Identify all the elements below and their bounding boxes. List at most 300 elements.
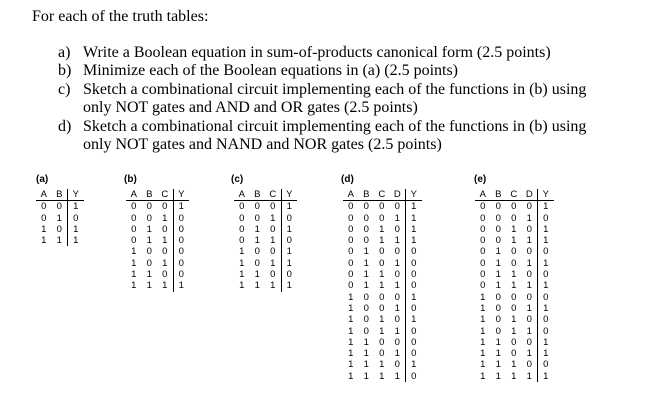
table-cell: 0 [348,280,354,292]
table-cell: 1 [131,257,137,269]
table-b-header-y: Y [173,189,189,201]
table-cell: 0 [363,223,369,235]
table-cell: 0 [281,269,297,280]
table-cell: 0 [379,257,385,269]
table-cell: 1 [538,371,554,382]
table-cell: 0 [379,348,385,360]
table-cell: 0 [394,336,400,348]
table-cell: 0 [68,213,84,224]
table-cell: 0 [526,269,532,281]
table-cell: 1 [495,269,501,281]
table-cell: 1 [538,280,554,291]
table-cell: 1 [162,235,168,247]
table-cell: 1 [394,235,400,247]
table-cell: 0 [348,269,354,281]
table-cell: 1 [538,201,554,213]
table-row [475,246,554,257]
table-row [126,201,189,213]
table-cell: 1 [348,359,354,371]
table-row [475,326,554,337]
table-cell: 1 [363,269,369,281]
table-cell: 1 [538,258,554,269]
table-cell: 1 [511,223,517,235]
table-cell: 1 [526,370,532,382]
table-cell: 0 [131,201,137,213]
table-cell: 0 [379,212,385,224]
table-row [343,280,422,291]
table-cell: 0 [406,337,422,348]
table-cell: 1 [348,291,354,303]
truth-table-c [234,189,297,292]
table-cell: 1 [131,280,137,292]
table-cell: 1 [379,269,385,281]
table-cell: 1 [348,314,354,326]
table-cell: 0 [526,336,532,348]
table-cell: 1 [270,280,276,292]
table-cell: 1 [254,280,260,292]
table-cell: 1 [480,348,486,360]
table-e-header-y: Y [538,189,554,201]
table-cell: 0 [348,201,354,213]
table-cell: 1 [281,224,297,235]
table-d-header-y: Y [406,189,422,201]
table-cell: 1 [394,325,400,337]
table-cell: 1 [363,359,369,371]
table-cell: 0 [406,258,422,269]
table-cell: 0 [511,302,517,314]
table-cell: 1 [239,257,245,269]
table-cell: 0 [363,212,369,224]
table-e-header-row [475,189,554,201]
table-cell: 1 [270,257,276,269]
table-cell: 0 [511,348,517,360]
truth-table-b [126,189,189,292]
table-cell: 1 [379,359,385,371]
table-cell: 1 [538,224,554,235]
table-cell: 1 [363,280,369,292]
table-row [475,314,554,325]
table-cell: 1 [511,269,517,281]
table-row [126,280,189,291]
table-row [475,201,554,213]
table-cell: 1 [394,257,400,269]
table-cell: 1 [239,280,245,292]
table-cell: 0 [379,302,385,314]
table-cell: 1 [394,370,400,382]
table-cell: 0 [511,201,517,213]
table-cell: 0 [239,212,245,224]
table-row [343,224,422,235]
table-cell: 0 [363,235,369,247]
table-row [475,348,554,359]
table-cell: 1 [526,212,532,224]
table-cell: 0 [146,201,152,213]
table-cell: 1 [146,223,152,235]
table-cell: 1 [363,336,369,348]
table-row [343,337,422,348]
table-cell: 0 [162,223,168,235]
task-d-line-1: Sketch a combinational circuit implementing each of the functions in (b) using [83,118,587,135]
table-row [343,235,422,246]
table-c-header-b: B [250,189,266,201]
table-e-header-b: B [491,189,507,201]
table-cell: 0 [56,201,62,213]
table-cell: 0 [146,246,152,258]
table-cell: 1 [254,235,260,247]
task-c-line-2: only NOT gates and AND and OR gates (2.5 points) [83,99,418,116]
table-row [126,246,189,257]
table-cell: 0 [526,291,532,303]
table-e-label: (e) [474,174,487,185]
table-cell: 0 [348,235,354,247]
table-cell: 1 [131,269,137,281]
table-cell: 1 [406,235,422,246]
table-cell: 0 [348,246,354,258]
table-cell: 1 [526,257,532,269]
table-cell: 0 [526,246,532,258]
table-cell: 0 [538,314,554,325]
table-cell: 1 [254,223,260,235]
table-cell: 1 [526,280,532,292]
table-cell: 1 [281,246,297,257]
table-cell: 0 [480,280,486,292]
table-cell: 0 [394,291,400,303]
table-cell: 0 [495,325,501,337]
task-d-line-2: only NOT gates and NAND and NOR gates (2.5 points) [83,136,442,153]
table-cell: 1 [348,370,354,382]
table-row [126,224,189,235]
table-cell: 1 [270,212,276,224]
table-cell: 1 [131,246,137,258]
table-cell: 0 [363,302,369,314]
table-row [343,258,422,269]
table-cell: 0 [281,235,297,246]
table-c-header-c: C [265,189,281,201]
table-cell: 0 [173,258,189,269]
table-cell: 1 [480,302,486,314]
table-e-header-c: C [506,189,522,201]
table-cell: 0 [131,223,137,235]
table-cell: 0 [526,314,532,326]
table-b-header-row [126,189,189,201]
table-cell: 1 [526,302,532,314]
table-cell: 0 [173,246,189,257]
table-row [234,213,297,224]
table-cell: 1 [239,269,245,281]
table-cell: 1 [41,223,47,235]
task-a-line-1: Write a Boolean equation in sum-of-products canonical form (2.5 points) [83,44,551,61]
table-cell: 0 [56,223,62,235]
table-cell: 1 [538,337,554,348]
table-cell: 0 [281,213,297,224]
table-a-header-row [36,189,84,201]
table-b-header-a: A [126,189,142,201]
table-cell: 1 [348,348,354,360]
table-row [343,269,422,280]
table-cell: 0 [254,212,260,224]
table-cell: 0 [348,257,354,269]
table-cell: 1 [495,359,501,371]
table-cell: 0 [511,257,517,269]
table-row [234,224,297,235]
table-b-header-c: C [157,189,173,201]
table-cell: 1 [495,246,501,258]
table-cell: 1 [363,370,369,382]
table-c-header-row [234,189,297,201]
table-row [36,224,84,235]
table-cell: 1 [146,269,152,281]
table-cell: 1 [495,336,501,348]
table-cell: 0 [480,212,486,224]
table-row [234,201,297,213]
table-cell: 0 [495,201,501,213]
table-cell: 0 [480,246,486,258]
truth-table-e [475,189,554,382]
table-row [475,371,554,382]
table-cell: 1 [538,348,554,359]
table-cell: 0 [146,212,152,224]
table-cell: 0 [394,223,400,235]
table-cell: 1 [511,325,517,337]
table-cell: 0 [162,201,168,213]
table-a-label: (a) [36,174,49,185]
table-row [36,235,84,246]
table-cell: 0 [538,246,554,257]
table-cell: 0 [270,201,276,213]
table-cell: 0 [538,326,554,337]
table-cell: 0 [162,246,168,258]
table-cell: 0 [480,257,486,269]
table-e-header-d: D [522,189,538,201]
table-cell: 0 [162,269,168,281]
table-row [475,303,554,314]
task-c-label: c) [58,81,71,98]
table-cell: 1 [348,336,354,348]
truth-table-d [343,189,422,382]
table-row [475,359,554,370]
table-cell: 0 [495,302,501,314]
table-row [234,280,297,291]
table-cell: 0 [406,280,422,291]
table-cell: 0 [363,325,369,337]
table-cell: 0 [254,201,260,213]
table-row [234,258,297,269]
table-cell: 0 [511,246,517,258]
table-row [343,201,422,213]
table-cell: 1 [270,235,276,247]
table-cell: 1 [495,257,501,269]
table-cell: 1 [56,235,62,247]
table-cell: 0 [131,212,137,224]
table-cell: 0 [538,292,554,303]
table-cell: 0 [173,213,189,224]
table-cell: 0 [495,223,501,235]
table-cell: 1 [173,280,189,291]
table-cell: 0 [480,223,486,235]
table-row [475,213,554,224]
table-cell: 0 [239,201,245,213]
table-cell: 0 [406,326,422,337]
table-cell: 1 [480,291,486,303]
table-row [475,280,554,291]
table-row [234,235,297,246]
table-cell: 1 [363,246,369,258]
table-cell: 0 [406,371,422,382]
table-cell: 0 [526,201,532,213]
table-cell: 0 [495,314,501,326]
table-a-header-b: B [52,189,68,201]
table-cell: 1 [162,280,168,292]
table-cell: 0 [394,359,400,371]
table-cell: 0 [511,212,517,224]
table-cell: 0 [495,235,501,247]
table-cell: 1 [495,280,501,292]
table-cell: 0 [495,212,501,224]
table-cell: 1 [495,348,501,360]
table-cell: 0 [538,359,554,370]
table-d-header-row [343,189,422,201]
table-cell: 1 [538,303,554,314]
table-cell: 0 [270,223,276,235]
task-b-line-1: Minimize each of the Boolean equations in (a) (2.5 points) [83,62,459,79]
table-cell: 1 [406,314,422,325]
table-cell: 1 [526,235,532,247]
table-cell: 0 [131,235,137,247]
table-cell: 1 [406,213,422,224]
table-cell: 0 [363,314,369,326]
table-cell: 0 [394,314,400,326]
table-cell: 1 [348,325,354,337]
table-cell: 1 [406,224,422,235]
table-cell: 1 [406,359,422,370]
table-row [343,292,422,303]
table-cell: 1 [254,269,260,281]
table-cell: 0 [379,246,385,258]
table-cell: 0 [406,348,422,359]
table-cell: 1 [480,325,486,337]
table-cell: 1 [348,302,354,314]
table-cell: 0 [146,257,152,269]
table-cell: 1 [68,235,84,246]
table-row [126,235,189,246]
table-row [343,371,422,382]
table-cell: 0 [406,246,422,257]
table-row [475,224,554,235]
intro-text: For each of the truth tables: [32,8,209,25]
table-cell: 0 [538,213,554,224]
table-row [475,292,554,303]
table-cell: 1 [394,280,400,292]
table-cell: 1 [480,336,486,348]
table-cell: 0 [363,291,369,303]
table-cell: 0 [173,224,189,235]
table-row [475,337,554,348]
table-cell: 1 [162,212,168,224]
table-d-header-d: D [390,189,406,201]
task-a-label: a) [58,44,71,61]
table-cell: 0 [270,269,276,281]
table-cell: 0 [511,291,517,303]
table-cell: 0 [379,291,385,303]
table-cell: 1 [495,370,501,382]
table-row [343,326,422,337]
table-cell: 1 [511,370,517,382]
table-cell: 1 [538,235,554,246]
table-cell: 1 [41,235,47,247]
table-cell: 1 [239,246,245,258]
table-d-label: (d) [341,174,354,185]
table-cell: 0 [41,201,47,213]
table-c-header-y: Y [281,189,297,201]
table-e-header-a: A [475,189,491,201]
table-row [343,359,422,370]
table-cell: 1 [281,258,297,269]
table-cell: 1 [480,314,486,326]
table-cell: 1 [511,280,517,292]
table-row [36,213,84,224]
table-cell: 0 [526,223,532,235]
table-cell: 1 [173,201,189,213]
table-cell: 0 [348,212,354,224]
table-row [234,269,297,280]
table-cell: 1 [379,314,385,326]
table-cell: 0 [406,269,422,280]
table-cell: 1 [281,280,297,291]
table-row [126,213,189,224]
table-cell: 1 [56,212,62,224]
table-cell: 0 [394,246,400,258]
table-cell: 0 [254,257,260,269]
table-row [126,269,189,280]
table-cell: 1 [394,302,400,314]
truth-table-a [36,189,84,246]
table-cell: 0 [480,235,486,247]
table-row [343,303,422,314]
table-cell: 0 [270,246,276,258]
table-cell: 1 [379,370,385,382]
table-row [475,269,554,280]
table-cell: 1 [526,325,532,337]
table-cell: 1 [146,280,152,292]
task-b-label: b) [58,62,72,79]
table-cell: 1 [511,359,517,371]
table-cell: 0 [394,269,400,281]
table-cell: 0 [239,235,245,247]
table-cell: 1 [511,314,517,326]
table-cell: 1 [511,235,517,247]
table-a-header-a: A [36,189,52,201]
table-cell: 0 [254,246,260,258]
table-cell: 0 [379,201,385,213]
table-cell: 0 [495,291,501,303]
table-cell: 1 [480,370,486,382]
table-cell: 0 [406,303,422,314]
table-cell: 1 [379,223,385,235]
table-cell: 0 [363,201,369,213]
table-cell: 1 [162,257,168,269]
table-cell: 1 [379,235,385,247]
task-c-line-1: Sketch a combinational circuit implementing each of the functions in (b) using [83,81,587,98]
table-d-header-b: B [359,189,375,201]
table-cell: 1 [363,257,369,269]
table-d-header-a: A [343,189,359,201]
table-cell: 1 [281,201,297,213]
table-row [343,314,422,325]
table-cell: 1 [363,348,369,360]
table-row [475,235,554,246]
table-row [126,258,189,269]
table-cell: 0 [526,359,532,371]
